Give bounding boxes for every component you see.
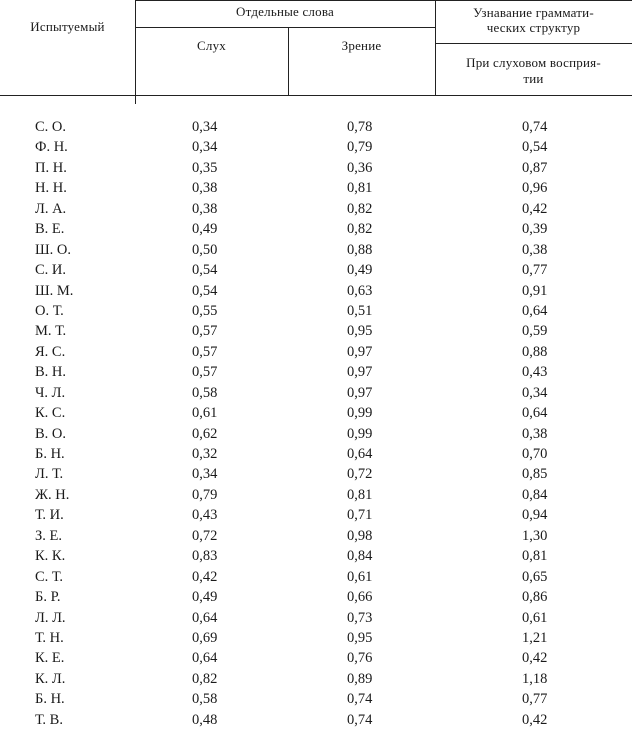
hearing-value: 0,61 <box>192 405 218 422</box>
hearing-value: 0,49 <box>192 221 218 238</box>
subject-name: Б. Н. <box>35 446 65 462</box>
subject-name: О. Т. <box>35 302 64 319</box>
grammar-value: 0,34 <box>522 384 548 401</box>
hearing-value: 0,83 <box>192 548 218 565</box>
subject-name: Ф. Н. <box>35 139 68 156</box>
hearing-value: 0,35 <box>192 159 218 176</box>
vision-value: 0,73 <box>347 609 373 626</box>
table-row <box>0 117 632 137</box>
subject-name: Ч. Л. <box>35 384 66 401</box>
table-row <box>0 546 632 566</box>
table-row <box>0 321 632 341</box>
vision-value: 0,74 <box>347 691 373 708</box>
table-row <box>0 199 632 219</box>
grammar-value: 1,18 <box>522 670 548 687</box>
vision-value: 0,71 <box>347 507 373 524</box>
subject-name: Б. Р. <box>35 589 61 606</box>
subject-name: В. О. <box>35 425 67 442</box>
hearing-value: 0,54 <box>192 262 218 279</box>
vision-value: 0,66 <box>347 589 373 606</box>
subject-name: М. Т. <box>35 323 67 340</box>
header-subject: Испытуемый <box>30 19 105 34</box>
table-row <box>0 444 632 464</box>
subject-name: Т. Н. <box>35 629 64 646</box>
vision-value: 0,79 <box>347 139 373 156</box>
vision-value: 0,89 <box>347 670 373 687</box>
grammar-value: 0,39 <box>522 221 548 238</box>
table-row <box>0 710 632 730</box>
hearing-value: 0,58 <box>192 691 218 708</box>
subject-name: Т. И. <box>35 507 64 524</box>
vision-value: 0,36 <box>347 159 373 176</box>
table-row <box>0 178 632 198</box>
header-grammar-line1: Узнавание граммати- <box>473 5 594 20</box>
table-row <box>0 464 632 484</box>
vision-value: 0,76 <box>347 650 373 667</box>
header-mid-rule-words <box>135 27 435 28</box>
subject-name: Т. В. <box>35 711 63 728</box>
grammar-value: 0,94 <box>522 507 548 524</box>
grammar-value: 0,85 <box>522 466 548 483</box>
table-row <box>0 648 632 668</box>
hearing-value: 0,58 <box>192 384 218 401</box>
table-row <box>0 158 632 178</box>
vision-value: 0,98 <box>347 527 373 544</box>
subject-name: К. К. <box>35 548 66 565</box>
vision-value: 0,72 <box>347 466 373 483</box>
hearing-value: 0,82 <box>192 670 218 687</box>
grammar-value: 1,21 <box>522 629 548 646</box>
vision-value: 0,81 <box>347 180 373 197</box>
table-row <box>0 281 632 301</box>
vision-value: 0,95 <box>347 323 373 340</box>
grammar-value: 0,70 <box>522 446 548 462</box>
header-hearing: Слух <box>197 38 226 53</box>
vision-value: 0,84 <box>347 548 373 565</box>
table-body <box>0 117 632 730</box>
subject-name: Б. Н. <box>35 691 65 708</box>
table-row <box>0 669 632 689</box>
grammar-value: 0,86 <box>522 589 548 606</box>
vision-value: 0,99 <box>347 405 373 422</box>
table-row <box>0 342 632 362</box>
header-divider-2 <box>288 27 289 96</box>
table-row <box>0 526 632 546</box>
table-row <box>0 383 632 403</box>
hearing-value: 0,50 <box>192 241 218 258</box>
hearing-value: 0,64 <box>192 609 218 626</box>
grammar-value: 0,61 <box>522 609 548 626</box>
subject-name: Ш. М. <box>35 282 74 299</box>
hearing-value: 0,38 <box>192 180 218 197</box>
vision-value: 0,82 <box>347 200 373 217</box>
hearing-value: 0,57 <box>192 364 218 381</box>
grammar-value: 1,30 <box>522 527 548 544</box>
header-auditory-line1: При слуховом восприя- <box>466 55 601 70</box>
vision-value: 0,74 <box>347 711 373 728</box>
grammar-value: 0,77 <box>522 262 548 279</box>
table-row <box>0 587 632 607</box>
grammar-value: 0,54 <box>522 139 548 156</box>
table-row <box>0 485 632 505</box>
grammar-value: 0,87 <box>522 159 548 176</box>
subject-name: П. Н. <box>35 159 67 176</box>
vision-value: 0,95 <box>347 629 373 646</box>
hearing-value: 0,38 <box>192 200 218 217</box>
header-vision: Зрение <box>341 38 382 53</box>
subject-name: Л. Л. <box>35 609 66 626</box>
vision-value: 0,49 <box>347 262 373 279</box>
hearing-value: 0,48 <box>192 711 218 728</box>
subject-name: Н. Н. <box>35 180 67 197</box>
hearing-value: 0,34 <box>192 466 218 483</box>
grammar-value: 0,74 <box>522 119 548 135</box>
subject-name: В. Н. <box>35 364 67 381</box>
grammar-value: 0,91 <box>522 282 548 299</box>
grammar-value: 0,43 <box>522 364 548 381</box>
header-top-rule <box>135 0 632 1</box>
grammar-value: 0,59 <box>522 323 548 340</box>
hearing-value: 0,79 <box>192 486 218 503</box>
vision-value: 0,61 <box>347 568 373 585</box>
hearing-value: 0,42 <box>192 568 218 585</box>
vision-value: 0,78 <box>347 119 373 135</box>
grammar-value: 0,81 <box>522 548 548 565</box>
table-row <box>0 362 632 382</box>
vision-value: 0,97 <box>347 384 373 401</box>
subject-name: С. И. <box>35 262 67 279</box>
vision-value: 0,97 <box>347 343 373 360</box>
vision-value: 0,64 <box>347 446 373 462</box>
hearing-value: 0,57 <box>192 343 218 360</box>
table-row <box>0 219 632 239</box>
vision-value: 0,82 <box>347 221 373 238</box>
hearing-value: 0,62 <box>192 425 218 442</box>
header-auditory-line2: тии <box>523 71 544 86</box>
subject-name: Л. А. <box>35 200 67 217</box>
grammar-value: 0,42 <box>522 711 548 728</box>
hearing-value: 0,55 <box>192 302 218 319</box>
table-row <box>0 240 632 260</box>
subject-name: З. Е. <box>35 527 62 544</box>
table-row <box>0 260 632 280</box>
table-row <box>0 505 632 525</box>
header-words-group: Отдельные слова <box>236 4 334 19</box>
hearing-value: 0,54 <box>192 282 218 299</box>
subject-name: С. О. <box>35 119 67 135</box>
grammar-value: 0,64 <box>522 302 548 319</box>
subject-name: Я. С. <box>35 343 66 360</box>
table-row <box>0 137 632 157</box>
subject-name: К. Л. <box>35 670 66 687</box>
grammar-value: 0,42 <box>522 200 548 217</box>
grammar-value: 0,42 <box>522 650 548 667</box>
grammar-value: 0,96 <box>522 180 548 197</box>
hearing-value: 0,43 <box>192 507 218 524</box>
grammar-value: 0,64 <box>522 405 548 422</box>
hearing-value: 0,49 <box>192 589 218 606</box>
subject-name: Л. Т. <box>35 466 64 483</box>
vision-value: 0,97 <box>347 364 373 381</box>
table-row <box>0 689 632 709</box>
subject-name: К. С. <box>35 405 66 422</box>
vision-value: 0,63 <box>347 282 373 299</box>
header-divider-stub <box>135 96 136 104</box>
header-mid-rule-grammar <box>435 43 632 44</box>
hearing-value: 0,34 <box>192 119 218 135</box>
table-row <box>0 403 632 423</box>
header-bottom-rule <box>0 95 632 96</box>
table-row <box>0 424 632 444</box>
hearing-value: 0,72 <box>192 527 218 544</box>
vision-value: 0,51 <box>347 302 373 319</box>
subject-name: Ш. О. <box>35 241 71 258</box>
table-row <box>0 301 632 321</box>
header-grammar-line2: ческих структур <box>486 20 581 35</box>
hearing-value: 0,57 <box>192 323 218 340</box>
hearing-value: 0,34 <box>192 139 218 156</box>
vision-value: 0,99 <box>347 425 373 442</box>
hearing-value: 0,69 <box>192 629 218 646</box>
grammar-value: 0,84 <box>522 486 548 503</box>
grammar-value: 0,65 <box>522 568 548 585</box>
grammar-value: 0,38 <box>522 241 548 258</box>
vision-value: 0,81 <box>347 486 373 503</box>
hearing-value: 0,32 <box>192 446 218 462</box>
vision-value: 0,88 <box>347 241 373 258</box>
table-row <box>0 608 632 628</box>
table-row <box>0 567 632 587</box>
grammar-value: 0,88 <box>522 343 548 360</box>
subject-name: С. Т. <box>35 568 63 585</box>
subject-name: К. Е. <box>35 650 65 667</box>
subject-name: В. Е. <box>35 221 65 238</box>
subject-name: Ж. Н. <box>35 486 70 503</box>
hearing-value: 0,64 <box>192 650 218 667</box>
table-row <box>0 628 632 648</box>
grammar-value: 0,38 <box>522 425 548 442</box>
grammar-value: 0,77 <box>522 691 548 708</box>
